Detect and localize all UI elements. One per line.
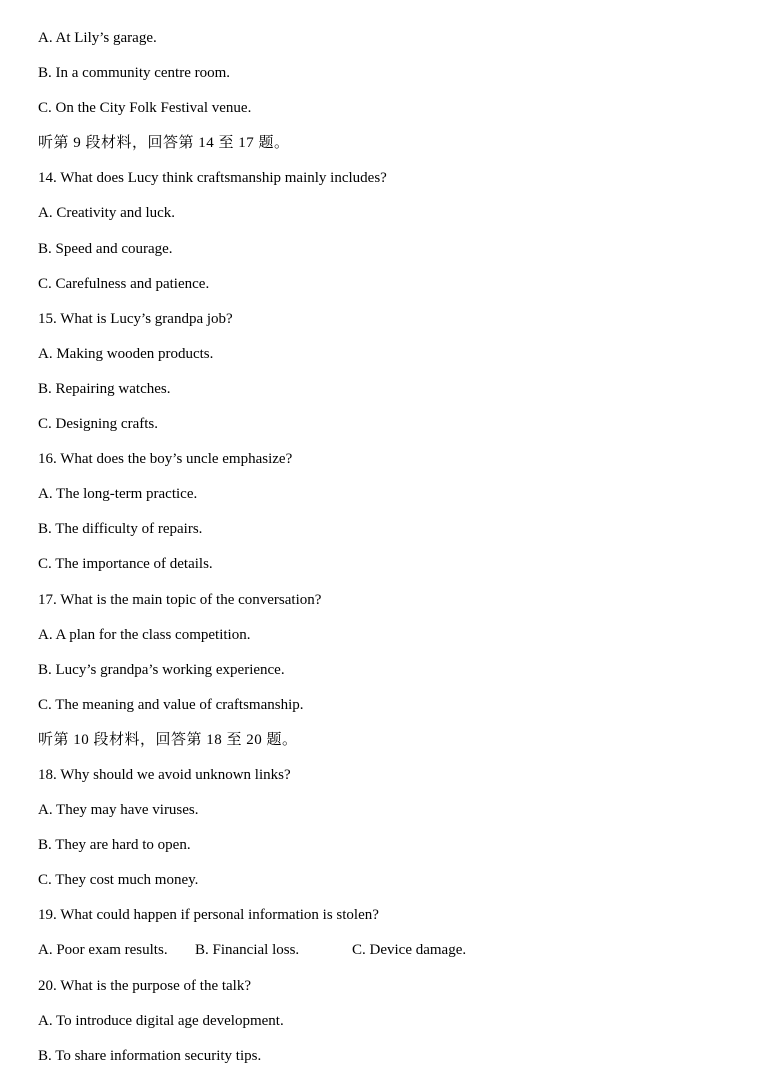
question-19: 19. What could happen if personal information is stolen? bbox=[38, 907, 379, 924]
question-19-options bbox=[38, 936, 738, 971]
option-line: C. They cost much money. bbox=[38, 872, 199, 889]
option-b: B. Financial loss. bbox=[195, 942, 300, 959]
option-line: A. Making wooden products. bbox=[38, 345, 214, 362]
option-line: B. To share information security tips. bbox=[38, 1047, 262, 1064]
section-instruction: 听第 10 段材料，回答第 18 至 20 题。 bbox=[38, 731, 298, 748]
question-18: 18. Why should we avoid unknown links? bbox=[38, 766, 291, 783]
option-line: B. Repairing watches. bbox=[38, 380, 171, 397]
document-page bbox=[38, 24, 738, 1077]
question-15: 15. What is Lucy’s grandpa job? bbox=[38, 310, 233, 327]
option-line: B. They are hard to open. bbox=[38, 837, 191, 854]
option-line: C. The importance of details. bbox=[38, 556, 213, 573]
option-line: A. They may have viruses. bbox=[38, 802, 199, 819]
option-line: B. Speed and courage. bbox=[38, 240, 173, 257]
question-20: 20. What is the purpose of the talk? bbox=[38, 977, 252, 994]
option-line: B. The difficulty of repairs. bbox=[38, 521, 203, 538]
option-line: A. A plan for the class competition. bbox=[38, 626, 251, 643]
option-line: B. In a community centre room. bbox=[38, 65, 231, 82]
option-line: B. Lucy’s grandpa’s working experience. bbox=[38, 661, 285, 678]
option-line: A. To introduce digital age development. bbox=[38, 1012, 284, 1029]
section-instruction: 听第 9 段材料，回答第 14 至 17 题。 bbox=[38, 135, 290, 152]
option-a: A. Poor exam results. bbox=[38, 942, 168, 959]
option-line: A. The long-term practice. bbox=[38, 486, 198, 503]
option-line: C. The meaning and value of craftsmanship. bbox=[38, 696, 304, 713]
question-17: 17. What is the main topic of the conversation? bbox=[38, 591, 322, 608]
option-line: C. Designing crafts. bbox=[38, 416, 158, 433]
question-14: 14. What does Lucy think craftsmanship mainly includes? bbox=[38, 170, 387, 187]
question-16: 16. What does the boy’s uncle emphasize? bbox=[38, 451, 293, 468]
option-c: C. Device damage. bbox=[352, 942, 467, 959]
option-line: C. On the City Folk Festival venue. bbox=[38, 100, 252, 117]
option-line: A. Creativity and luck. bbox=[38, 205, 176, 222]
option-line: C. Carefulness and patience. bbox=[38, 275, 210, 292]
option-line: A. At Lily’s garage. bbox=[38, 30, 157, 46]
